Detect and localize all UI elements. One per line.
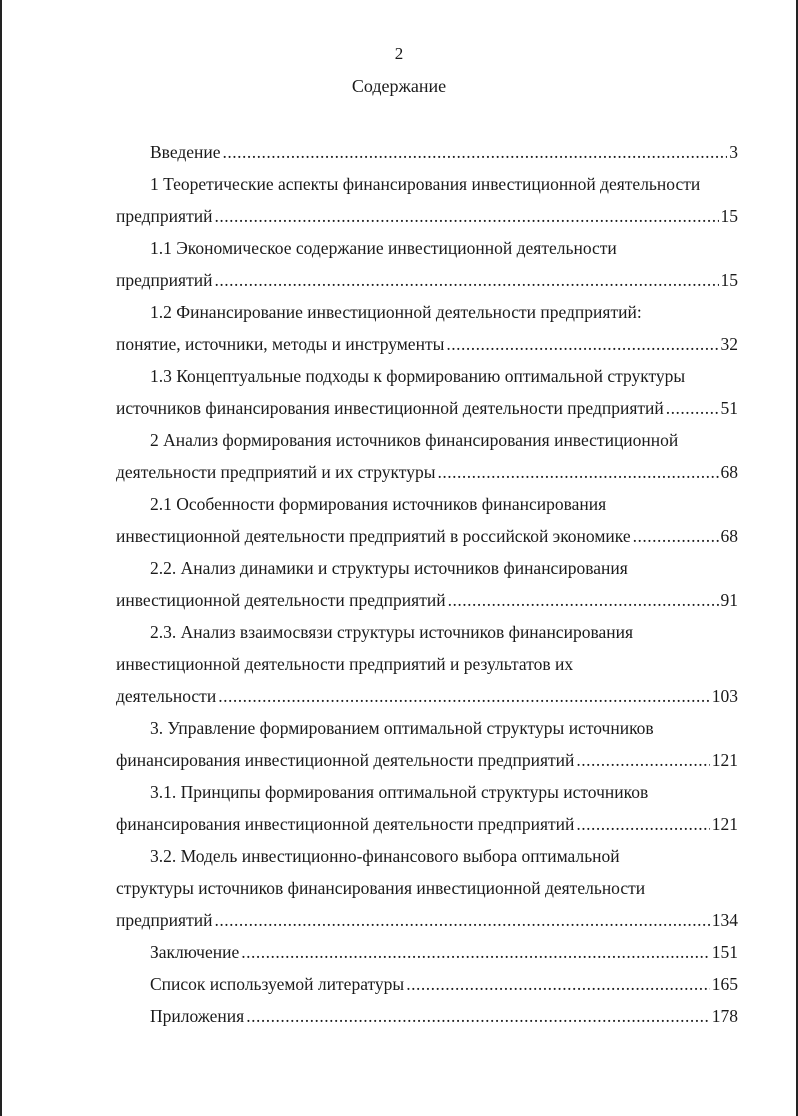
toc-page-number: 3: [729, 142, 738, 162]
toc-page-number: 151: [711, 942, 738, 962]
toc-entry-text: финансирования инвестиционной деятельности предприятий: [116, 814, 575, 834]
toc-entry[interactable]: [116, 296, 738, 360]
toc-entry-text: инвестиционной деятельности предприятий и результатов их: [116, 654, 574, 674]
toc-entry[interactable]: [116, 1000, 738, 1032]
toc-entry-line-with-page: [116, 584, 738, 616]
toc-entry-line-with-page: [116, 808, 738, 840]
toc-entry[interactable]: [116, 968, 738, 1000]
toc-entry-text: 2.3. Анализ взаимосвязи структуры источников финансирования: [150, 622, 634, 642]
toc-entry[interactable]: [116, 168, 738, 232]
toc-entry-text: 2 Анализ формирования источников финансирования инвестиционной: [150, 430, 679, 450]
toc-dot-leader: [218, 680, 710, 712]
toc-entry-text: Заключение: [150, 942, 240, 962]
toc-entry-text: понятие, источники, методы и инструменты: [116, 334, 445, 354]
toc-dot-leader: [241, 936, 710, 968]
toc-entry-line-with-page: [116, 1000, 738, 1032]
toc-entry-line-with-page: [116, 456, 738, 488]
toc-page-number: 51: [720, 398, 738, 418]
toc-entry-text: Список используемой литературы: [150, 974, 405, 994]
toc-entry-text: Приложения: [150, 1006, 245, 1026]
toc-entry-text: инвестиционной деятельности предприятий в российской экономике: [116, 526, 631, 546]
toc-entry[interactable]: [116, 424, 738, 488]
toc-entry-text: 3.2. Модель инвестиционно-финансового выбора оптимальной: [150, 846, 620, 866]
toc-entry-text: предприятий: [116, 206, 213, 226]
toc-entry-line-with-page: [116, 264, 738, 296]
toc-entry-text: 1.2 Финансирование инвестиционной деятельности предприятий:: [150, 302, 642, 322]
toc-entry-text: структуры источников финансирования инвестиционной деятельности: [116, 878, 646, 898]
toc-entry-text: 1.3 Концептуальные подходы к формированию оптимальной структуры: [150, 366, 686, 386]
page-title: Содержание: [351, 76, 447, 96]
toc-page-number: 103: [711, 686, 738, 706]
toc-entry-line-with-page: [116, 744, 738, 776]
toc-entry-text: 2.2. Анализ динамики и структуры источников финансирования: [150, 558, 628, 578]
toc-entry-text: предприятий: [116, 270, 213, 290]
toc-page-number: 68: [720, 526, 738, 546]
toc-entry[interactable]: [116, 360, 738, 424]
toc-entry[interactable]: [116, 840, 738, 936]
toc-page-number: 15: [720, 270, 738, 290]
toc-dot-leader: [214, 264, 718, 296]
toc-page-number: 68: [720, 462, 738, 482]
toc-entry-text: 3. Управление формированием оптимальной структуры источников: [150, 718, 654, 738]
toc-entry[interactable]: [116, 616, 738, 712]
toc-entry[interactable]: [116, 488, 738, 552]
toc-entry-text: предприятий: [116, 910, 213, 930]
toc-entry-text: 1 Теоретические аспекты финансирования инвестиционной деятельности: [150, 174, 701, 194]
table-of-contents: [116, 136, 738, 1032]
toc-entry-text: источников финансирования инвестиционной деятельности предприятий: [116, 398, 664, 418]
toc-dot-leader: [633, 520, 719, 552]
toc-entry-text: инвестиционной деятельности предприятий: [116, 590, 446, 610]
toc-entry-line-with-page: [116, 520, 738, 552]
toc-dot-leader: [446, 328, 718, 360]
toc-dot-leader: [214, 200, 718, 232]
toc-entry-text: деятельности предприятий и их структуры: [116, 462, 436, 482]
toc-page-number: 165: [711, 974, 738, 994]
toc-dot-leader: [437, 456, 718, 488]
toc-entry-line-with-page: [116, 936, 738, 968]
toc-dot-leader: [576, 744, 709, 776]
toc-dot-leader: [246, 1000, 710, 1032]
toc-entry[interactable]: [116, 712, 738, 776]
toc-entry-line-with-page: [116, 968, 738, 1000]
toc-entry-text: Введение: [150, 142, 221, 162]
toc-page-number: 121: [711, 750, 738, 770]
toc-page-number: 15: [720, 206, 738, 226]
toc-entry[interactable]: [116, 776, 738, 840]
toc-page-number: 178: [711, 1006, 738, 1026]
toc-entry[interactable]: [116, 136, 738, 168]
toc-dot-leader: [406, 968, 710, 1000]
toc-page-number: 32: [720, 334, 738, 354]
toc-dot-leader: [214, 904, 709, 936]
toc-entry-line-with-page: [116, 136, 738, 168]
toc-entry[interactable]: [116, 552, 738, 616]
toc-page-number: 134: [711, 910, 738, 930]
toc-entry-line-with-page: [116, 680, 738, 712]
toc-dot-leader: [666, 392, 719, 424]
toc-page-number: 121: [711, 814, 738, 834]
toc-page-number: 91: [720, 590, 738, 610]
toc-entry-line-with-page: [116, 328, 738, 360]
toc-entry-text: 2.1 Особенности формирования источников финансирования: [150, 494, 607, 514]
toc-entry-text: финансирования инвестиционной деятельности предприятий: [116, 750, 575, 770]
toc-dot-leader: [576, 808, 709, 840]
toc-entry-text: деятельности: [116, 686, 217, 706]
toc-dot-leader: [448, 584, 719, 616]
toc-entry[interactable]: [116, 232, 738, 296]
page-number: 2: [394, 44, 404, 63]
toc-entry-text: 1.1 Экономическое содержание инвестиционной деятельности: [150, 238, 617, 258]
toc-entry-line-with-page: [116, 200, 738, 232]
toc-entry-line-with-page: [116, 392, 738, 424]
toc-entry[interactable]: [116, 936, 738, 968]
toc-entry-text: 3.1. Принципы формирования оптимальной структуры источников: [150, 782, 649, 802]
toc-dot-leader: [223, 136, 728, 168]
toc-entry-line-with-page: [116, 904, 738, 936]
scan-edge-left: [0, 0, 2, 1116]
